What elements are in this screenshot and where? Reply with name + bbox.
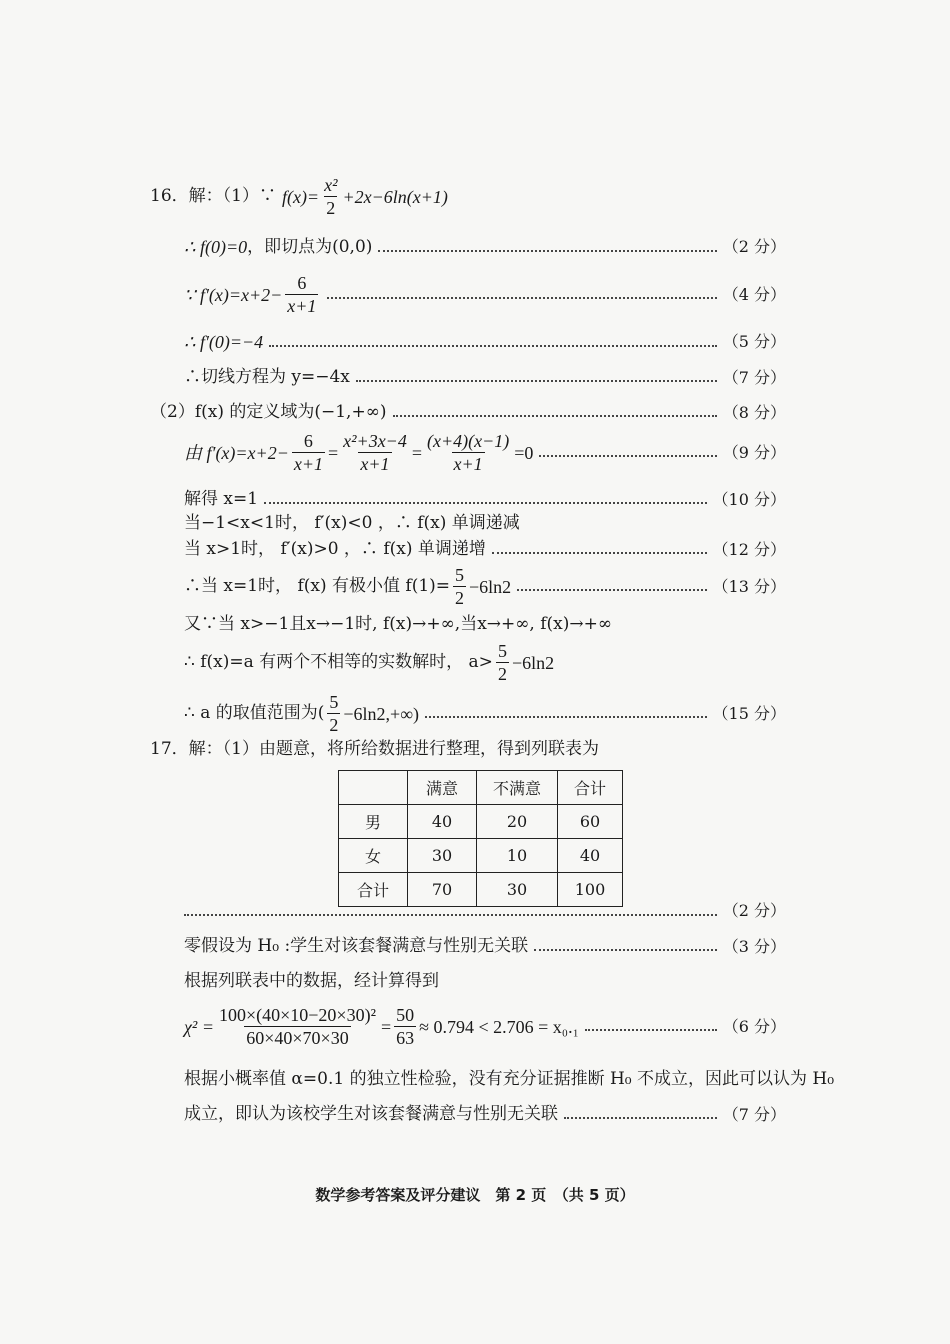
q17-h0-text: 零假设为 H₀ :学生对该套餐满意与性别无关联 — [184, 936, 529, 956]
q16-l5-tail: =0 — [514, 442, 534, 463]
table-cell: 100 — [558, 873, 623, 907]
score-mark: （5 分） — [722, 332, 786, 351]
score-mark: （2 分） — [722, 237, 786, 256]
q16-def-fraction — [322, 176, 339, 217]
q17-calc-intro-text: 根据列联表中的数据，经计算得到 — [184, 971, 439, 991]
table-cell: 10 — [477, 839, 558, 873]
table-cell: 不满意 — [477, 771, 558, 805]
table-header-row — [339, 771, 623, 805]
q16-l7-text: 当−1<x<1时， f′(x)<0 ，∴ f(x) 单调递减 — [184, 513, 520, 533]
q16-l5-prefix: 由 f′(x)=x+2− — [184, 442, 289, 463]
frac-num: x² — [324, 175, 338, 195]
score-mark: （8 分） — [722, 402, 786, 422]
frac-num: (x+4)(x−1) — [426, 431, 510, 451]
score-mark: （15 分） — [712, 703, 786, 723]
table-cell: 70 — [408, 873, 477, 907]
q16-l5-fraction-1 — [292, 432, 325, 473]
score-mark: （7 分） — [722, 1104, 786, 1124]
leader-dots — [264, 501, 706, 504]
q16-header — [150, 176, 448, 217]
frac-den: x+1 — [360, 454, 390, 474]
q16-line-7 — [184, 515, 520, 532]
leader-dots — [184, 913, 717, 916]
q17-chi-fraction-1 — [217, 1006, 378, 1047]
score-mark: （9 分） — [722, 442, 786, 462]
q16-l9-fraction — [453, 566, 466, 607]
frac-den: 2 — [455, 588, 465, 608]
leader-dots — [534, 948, 717, 951]
q17-chi-fraction-2 — [394, 1006, 416, 1047]
q17-conclusion-2 — [184, 1106, 786, 1123]
q16-p2-text: （2）f(x) 的定义域为(−1,+∞) — [150, 402, 387, 422]
table-row — [339, 873, 623, 907]
page-footer: 数学参考答案及评分建议 第 2 页 （共 5 页） — [315, 1186, 635, 1204]
q16-l10-text: 又∵当 x>−1且x→−1时, f(x)→+∞,当x→+∞, f(x)→+∞ — [184, 614, 613, 634]
q16-l8-text: 当 x>1时， f′(x)>0 ，∴ f(x) 单调递增 — [184, 539, 486, 559]
q16-l5-fraction-3 — [425, 432, 511, 473]
q16-l11-prefix: ∴ f(x)=a 有两个不相等的实数解时， a> — [184, 652, 493, 672]
q16-def-rest: +2x−6ln(x+1) — [342, 186, 448, 207]
q16-l2-fraction — [285, 274, 318, 315]
equals-sign: = — [380, 1016, 392, 1037]
score-mark: （13 分） — [712, 576, 786, 596]
frac-num: 5 — [497, 641, 507, 661]
leader-dots — [327, 296, 716, 299]
leader-dots — [539, 454, 716, 457]
leader-dots — [425, 715, 707, 718]
q17-conclusion-1 — [184, 1071, 834, 1088]
frac-den: 63 — [396, 1028, 415, 1048]
score-mark: （7 分） — [722, 367, 786, 387]
q16-l12-prefix: ∴ a 的取值范围为( — [184, 703, 325, 723]
table-cell: 合计 — [339, 873, 408, 907]
frac-den: 2 — [497, 664, 507, 684]
frac-den: 2 — [326, 198, 336, 218]
q16-line-3 — [184, 333, 786, 351]
q17-h0-line — [184, 938, 786, 955]
q16-l11-tail: −6ln2 — [511, 652, 555, 673]
score-mark: （2 分） — [722, 901, 786, 920]
table-cell: 20 — [477, 805, 558, 839]
table-cell: 40 — [558, 839, 623, 873]
frac-den: 60×40×70×30 — [246, 1028, 349, 1048]
leader-dots — [492, 551, 707, 554]
q16-l1-math: ∴ f(0)=0 — [184, 237, 248, 257]
score-mark: （6 分） — [722, 1016, 786, 1036]
chi-square-symbol: χ² = — [184, 1016, 214, 1037]
leader-dots — [356, 379, 717, 382]
frac-den: x+1 — [293, 454, 323, 474]
score-mark: （4 分） — [722, 284, 786, 304]
q16-line-11 — [184, 642, 554, 683]
q17-intro-text: 17．解：（1）由题意，将所给数据进行整理，得到列联表为 — [150, 739, 599, 759]
q16-line-12 — [184, 693, 786, 734]
q16-line-5 — [184, 432, 786, 473]
table-cell: 40 — [408, 805, 477, 839]
q16-line-9 — [184, 566, 786, 607]
leader-dots — [393, 414, 717, 417]
frac-num: 5 — [455, 565, 465, 585]
frac-num: 50 — [396, 1005, 415, 1025]
q16-label: 16．解：（1）∵ — [150, 186, 276, 206]
q17-intro — [150, 741, 599, 758]
q17-table-score-line — [184, 903, 786, 919]
q16-l3-math: ∴ f′(0)=−4 — [184, 332, 264, 352]
q16-line-1 — [184, 238, 786, 256]
leader-dots — [585, 1028, 717, 1031]
contingency-table — [338, 770, 623, 907]
frac-den: x+1 — [453, 454, 483, 474]
table-row — [339, 805, 623, 839]
leader-dots — [269, 344, 717, 347]
table-cell — [339, 771, 408, 805]
q16-l9-prefix: ∴当 x=1时， f(x) 有极小值 f(1)= — [184, 576, 451, 596]
table-row — [339, 839, 623, 873]
frac-den: x+1 — [287, 296, 317, 316]
frac-num: x²+3x−4 — [343, 431, 407, 451]
table-cell: 女 — [339, 839, 408, 873]
frac-den: 2 — [329, 715, 339, 735]
q16-line-4 — [184, 369, 786, 386]
q16-l6-text: 解得 x=1 — [184, 489, 259, 509]
q17-chi-square-line — [184, 1006, 786, 1047]
frac-num: 6 — [297, 273, 307, 293]
frac-num: 100×(40×10−20×30)² — [218, 1005, 376, 1025]
q17-chi-tail: ≈ 0.794 < 2.706 = x₀.₁ — [419, 1016, 579, 1037]
frac-num: 6 — [303, 431, 313, 451]
q16-line-8 — [184, 541, 786, 558]
table-cell: 60 — [558, 805, 623, 839]
score-mark: （3 分） — [722, 936, 786, 956]
q16-part2 — [150, 404, 786, 421]
q16-l2-prefix: ∵ f′(x)=x+2− — [184, 284, 283, 305]
equals-sign: = — [411, 442, 422, 463]
table-cell: 满意 — [408, 771, 477, 805]
q16-def-prefix: f(x)= — [281, 186, 320, 207]
q17-conclusion-text-2: 成立，即认为该校学生对该套餐满意与性别无关联 — [184, 1104, 558, 1124]
q16-l4-text: ∴切线方程为 y=−4x — [184, 367, 350, 387]
equals-sign: = — [328, 442, 339, 463]
leader-dots — [564, 1116, 717, 1119]
table-cell: 30 — [477, 873, 558, 907]
q16-l11-fraction — [496, 642, 509, 683]
q16-line-10 — [184, 616, 612, 633]
q16-line-2 — [184, 274, 786, 315]
q17-calc-intro — [184, 973, 439, 990]
score-mark: （10 分） — [712, 489, 786, 509]
q16-l5-fraction-2 — [341, 432, 409, 473]
score-mark: （12 分） — [712, 539, 786, 559]
table-cell: 男 — [339, 805, 408, 839]
q16-line-6 — [184, 491, 786, 508]
q17-conclusion-text-1: 根据小概率值 α=0.1 的独立性检验，没有充分证据推断 H₀ 不成立，因此可以认为 H₀ — [184, 1069, 835, 1089]
leader-dots — [378, 249, 716, 252]
table-cell: 30 — [408, 839, 477, 873]
table-cell: 合计 — [558, 771, 623, 805]
q16-l1-text: ，即切点为(0,0) — [247, 236, 373, 257]
q16-l12-fraction — [327, 693, 340, 734]
q16-l9-tail: −6ln2 — [469, 576, 512, 597]
frac-num: 5 — [329, 692, 339, 712]
q16-l12-tail: −6ln2,+∞) — [343, 703, 420, 724]
leader-dots — [517, 588, 706, 591]
